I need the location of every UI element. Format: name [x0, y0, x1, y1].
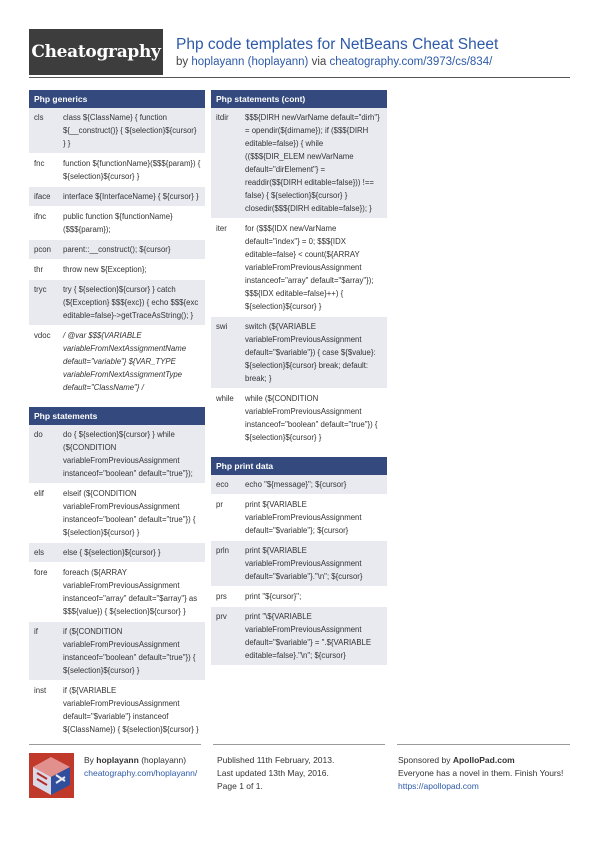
footer-sponsor: [398, 754, 570, 793]
template-row-prv: [211, 607, 387, 666]
template-abbreviation: eco: [216, 480, 229, 489]
template-code: public function ${functionName}($$${param});: [63, 212, 173, 234]
footer-divider: [29, 744, 201, 745]
template-abbreviation: iter: [216, 224, 227, 233]
sponsor-url[interactable]: https://apollopad.com: [398, 781, 479, 791]
left-column: [29, 90, 205, 749]
cheatography-logo[interactable]: Cheatography: [29, 29, 163, 75]
template-code: parent::__construct(); ${cursor}: [63, 245, 171, 254]
template-abbreviation: fore: [34, 568, 48, 577]
section-rows: [29, 425, 205, 740]
template-abbreviation: pr: [216, 500, 223, 509]
template-code: if (${CONDITION variableFromPreviousAssignment instanceof="boolean" default="true"}) { ${selection}${cursor} }: [63, 627, 196, 675]
section-title: Php statements (cont): [211, 90, 387, 108]
template-row-elif: [29, 484, 205, 543]
template-row-cls: [29, 108, 205, 154]
template-row-if: [29, 622, 205, 681]
template-abbreviation: if: [34, 627, 38, 636]
template-row-do: [29, 425, 205, 484]
template-row-tryc: [29, 280, 205, 326]
template-code: class ${ClassName} { function ${__construct()} { ${selection}${cursor} } }: [63, 113, 197, 148]
published-date: Published 11th February, 2013.: [217, 755, 335, 765]
template-abbreviation: prln: [216, 546, 230, 555]
template-row-eco: [211, 475, 387, 495]
section-title: Php statements: [29, 407, 205, 425]
template-abbreviation: itdir: [216, 113, 229, 122]
footer: [29, 744, 570, 814]
section-rows: [211, 108, 387, 448]
template-abbreviation: cls: [34, 113, 44, 122]
section-php-statements: [29, 407, 205, 740]
template-row-swi: [211, 317, 387, 389]
section-title: Php print data: [211, 457, 387, 475]
byline-prefix: by: [176, 56, 189, 68]
template-row-iter: [211, 219, 387, 317]
template-abbreviation: vdoc: [34, 331, 51, 340]
template-code: echo "${message}"; ${cursor}: [245, 480, 347, 489]
byline-via: via: [311, 56, 327, 68]
byline: [176, 56, 492, 68]
template-abbreviation: els: [34, 548, 44, 557]
template-abbreviation: fnc: [34, 159, 45, 168]
section-php-statements-cont: [211, 90, 387, 448]
footer-author: [84, 754, 197, 780]
template-row-fore: [29, 563, 205, 622]
template-abbreviation: tryc: [34, 285, 47, 294]
template-abbreviation: pcon: [34, 245, 51, 254]
page-count: Page 1 of 1.: [217, 781, 263, 791]
footer-by: By: [84, 755, 94, 765]
template-code: do { ${selection}${cursor} } while (${CONDITION variableFromPreviousAssignment instanceof="boolean" default="true"});: [63, 430, 193, 478]
template-row-inst: [29, 681, 205, 740]
template-abbreviation: while: [216, 394, 234, 403]
template-row-prln: [211, 541, 387, 587]
author-avatar[interactable]: [29, 753, 74, 798]
template-row-while: [211, 389, 387, 448]
header: [29, 29, 570, 78]
sponsor-name[interactable]: ApolloPad.com: [452, 755, 515, 765]
template-row-itdir: [211, 108, 387, 219]
template-abbreviation: prs: [216, 592, 227, 601]
template-code: interface ${InterfaceName} { ${cursor} }: [63, 192, 199, 201]
sponsored-by-label: Sponsored by: [398, 755, 451, 765]
template-row-iface: [29, 187, 205, 207]
page-title: Php code templates for NetBeans Cheat Sheet: [176, 36, 499, 53]
sheet-url-link[interactable]: cheatography.com/3973/cs/834/: [329, 56, 493, 68]
template-row-thr: [29, 260, 205, 280]
template-row-els: [29, 543, 205, 563]
template-code: elseif (${CONDITION variableFromPreviousAssignment instanceof="boolean" default="true"}) { ${selection}${cursor} }: [63, 489, 196, 537]
template-code: switch (${VARIABLE variableFromPreviousAssignment default="$variable"}) { case ${$value}: ${selection}${cursor} break; default: break; }: [245, 322, 376, 383]
template-abbreviation: iface: [34, 192, 51, 201]
template-abbreviation: prv: [216, 612, 227, 621]
template-code: else { ${selection}${cursor} }: [63, 548, 161, 557]
template-row-fnc: [29, 154, 205, 187]
footer-divider: [213, 744, 385, 745]
template-code: while (${CONDITION variableFromPreviousAssignment instanceof="boolean" default="true"}) { ${selection}${cursor} }: [245, 394, 378, 442]
template-code: $$${DIRH newVarName default="dirh"} = opendir(${dirname}); if ($$${DIRH editable=false}) { while (($$${DIR_ELEM newVarName default="dirElement"} = readdir($${DIRH editable=false})) !== false) { ${selection}${cursor} } closedir($$${DIRH editable=false}); }: [245, 113, 380, 213]
template-code: foreach (${ARRAY variableFromPreviousAssignment instanceof="array" default="$array"} as $$${value}) { ${selection}${cursor} }: [63, 568, 198, 616]
section-rows: [29, 108, 205, 398]
header-divider: [29, 77, 570, 78]
section-php-print-data: [211, 457, 387, 666]
template-code: throw new ${Exception};: [63, 265, 147, 274]
template-code: function ${functionName}($$${param}) { ${selection}${cursor} }: [63, 159, 201, 181]
footer-divider: [397, 744, 570, 745]
template-code: if (${VARIABLE variableFromPreviousAssignment default="$variable"} instanceof ${ClassName}) { ${selection}${cursor} }: [63, 686, 199, 734]
section-php-generics: [29, 90, 205, 398]
template-abbreviation: inst: [34, 686, 47, 695]
section-title: Php generics: [29, 90, 205, 108]
template-row-pcon: [29, 240, 205, 260]
sponsor-text: Everyone has a novel in them. Finish Yours!: [398, 768, 564, 778]
template-row-prs: [211, 587, 387, 607]
footer-author-handle: (hoplayann): [141, 755, 187, 765]
template-abbreviation: do: [34, 430, 43, 439]
template-code: print "\${VARIABLE variableFromPreviousAssignment default="$variable"} = ".${VARIABLE editable=false}."\n"; ${cursor}: [245, 612, 372, 660]
template-row-pr: [211, 495, 387, 541]
template-abbreviation: elif: [34, 489, 44, 498]
author-link[interactable]: hoplayann (hoplayann): [191, 56, 309, 68]
template-code: print "${cursor}";: [245, 592, 302, 601]
right-column: [211, 90, 387, 675]
updated-date: Last updated 13th May, 2016.: [217, 768, 329, 778]
footer-dates: [217, 754, 334, 793]
template-code: / @var $$${VARIABLE variableFromNextAssignmentName default="variable"} ${VAR_TYPE variableFromNextAssignmentType default="ClassName"} /: [63, 331, 187, 392]
template-row-vdoc: [29, 326, 205, 398]
template-code: for ($$${IDX newVarName default="index"} = 0; $$${IDX editable=false} < count(${ARRAY variableFromPreviousAssignment instanceof="array" default="$array"}); $$${IDX editable=false}++) { ${selection}${cursor} }: [245, 224, 374, 311]
template-code: try { ${selection}${cursor} } catch (${Exception} $$${exc}) { echo $$${exc editable=false}->getTraceAsString(); }: [63, 285, 199, 320]
section-rows: [211, 475, 387, 666]
template-code: print ${VARIABLE variableFromPreviousAssignment default="$variable"}; ${cursor}: [245, 500, 362, 535]
template-abbreviation: ifnc: [34, 212, 47, 221]
template-abbreviation: thr: [34, 265, 44, 274]
template-code: print ${VARIABLE variableFromPreviousAssignment default="$variable"}."\n"; ${cursor}: [245, 546, 363, 581]
template-abbreviation: swi: [216, 322, 228, 331]
template-row-ifnc: [29, 207, 205, 240]
footer-author-url[interactable]: cheatography.com/hoplayann/: [84, 768, 198, 778]
footer-author-name[interactable]: hoplayann: [96, 755, 139, 765]
